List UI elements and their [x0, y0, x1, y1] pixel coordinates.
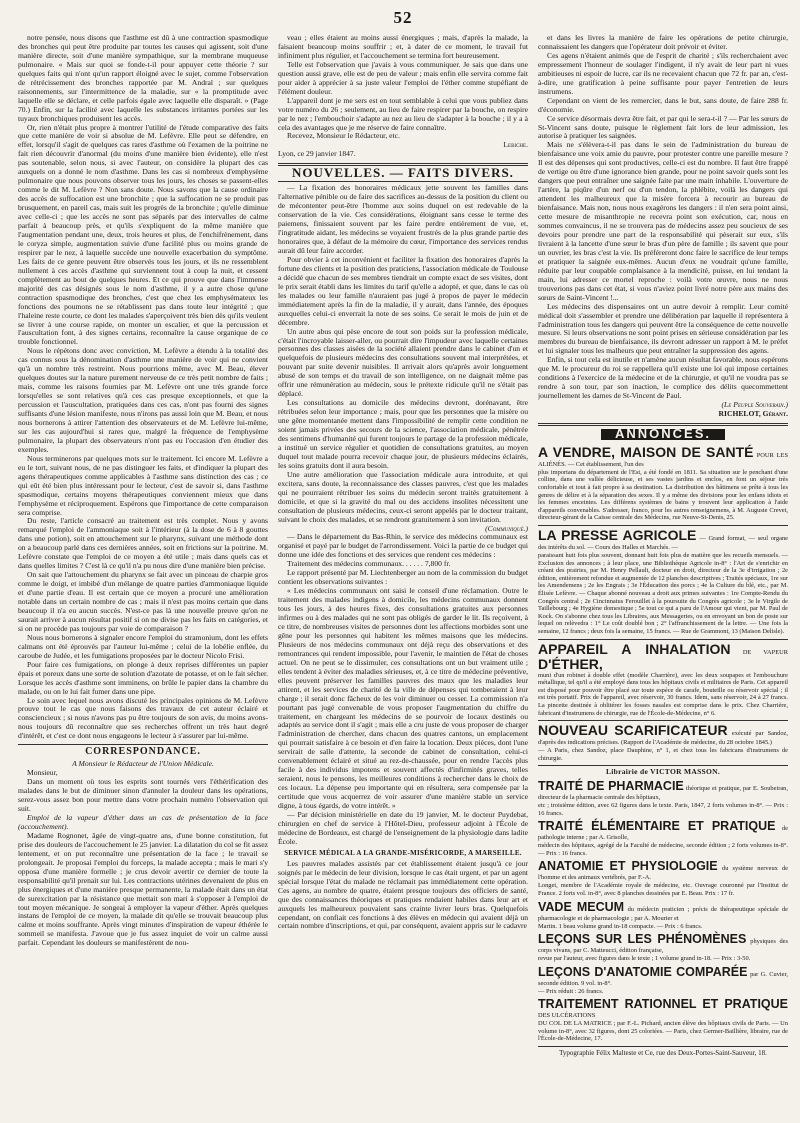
paragraph: Dans un moment où tous les esprits sont tournés vers l'éthérification des malades dans le but de diminuer sinon d'annuler la douleur dans les opérations, serez-vous assez bon pour mettre dans votre prochain numéro l'observation qui suit. [18, 777, 268, 814]
annonces-heading [538, 425, 788, 441]
ad-scarificateur [538, 723, 788, 762]
ad-subtitle: par G. Cuvier, seconde édition. 9 vol. in-8°. [538, 970, 788, 987]
paragraph: Les médecins des dispensaires ont un autre devoir à remplir. Leur comité médical doit s'assembler et prendre une délibération par laquelle il représentera à l'administration tous les dangers qui peuvent être la conséquence de cette nouvelle mesure. Si leurs observations ne sont point prises en sérieuse considération par les membres du bureau de bienfaisance, ils devront adresser un rapport à M. le préfet et lui signaler tous les malheurs que peut entraîner la suppression des agens. [538, 301, 788, 356]
ad-title: APPAREIL A INHALATION [538, 640, 731, 657]
paragraph: Le rapport présenté par M. Liechtenberger au nom de la commission du budget contient les observations suivantes : [278, 568, 528, 587]
ad-traite-elementaire [538, 819, 788, 857]
paragraph: Les pauvres malades assistés par cet établissement étaient jusqu'à ce jour soignés par le médecin de leur division, lorsque le cas était urgent, et par un agent spécial lorsque l'état du malade ne réclamait pas immédiatement cette opération. Ces agens, au nombre de quatre, étaient presque toujours des officiers de santé, que des connaissances théoriques et pratiques rendaient habiles dans leur art et auxquels les malheureux pouvaient sans crainte livrer leurs bras. Quelquefois cependant, on confiait ces fonctions à des élèves en médecin qui avaient déjà un certain nombre d'inscriptions, et qui, par conséquent, avaient appris sur le cadavre [278, 858, 528, 931]
paragraph: Du reste, l'article consacré au traitement est très complet. Nous y avons remarqué l'emploi de l'ammoniaque soit à l'intérieur (à la dose de 6 à 8 gouttes dans une potion), soit en attouchement sur le pharynx, suivant une méthode dont on a beaucoup parlé dans ces dernières années, soit en frictions sur la poitrine. M. Lefèvre constate que l'emploi de ce moyen a été utile ; mais dans quels cas et dans quelles limites ? C'est là ce qu'il n'a pu nous dire d'une manière bien précise. [18, 516, 268, 571]
ad-subtitle: de pathologie interne ; par A. Grisolle, [538, 825, 788, 842]
paragraph: « Les médecins communaux ont saisi le conseil d'une réclamation. Outre le traitement des malades indigens à domicile, les médecins communaux donnent tous les jours, à des heures fixes, des consultations gratuites aux personnes infirmes ou à des malades qui ne sont pas obligés de garder le lit. Ils reçoivent, à ce titre, de nombreuses visites de personnes dont les affections morbides sont une gêne pour les personnes qui habitent les mêmes maisons que les médecins. Plusieurs de nos médecins communaux ont déjà reçu des observations et des remontrances qui rendent impossible, pour l'avenir, le maintien de l'état de choses actuel. On ne peut se le dissimuler, ces consultations ont un but vraiment utile ; elles tendent à éviter des maladies sérieuses, et, à ce titre de médecine préventive, elles peuvent préserver les familles pauvres des maux que les maladies leur attirent, et les services de charité de la ville de dépenses qui tomberaient à leur charge ; il serait donc fâcheux de les voir diminuer ou cesser. La commission n'a pourtant pas jugé convenable de vous proposer l'augmentation du chiffre du traitement, en chargeant les médecins de se pourvoir de locaux destinés ou adaptés au service dont il s'agit ; mais elle a cru juste de vous proposer de charger l'administration de chercher, dans chacun des quatres cantons, un emplacement qui pourrait satisfaire à ce besoin et d'en faire la location. Deux pièces, dont l'une servirait de salle d'attente, la seconde de cabinet de consultation, celui-ci convenablement éclairé et situé au rez-de-chaussée, pour en rendre l'accès plus facile à des individus impotens et souvent affectés d'infirmités graves, telles seraient, nous le pensons, les meilleures conditions à rechercher dans le choix de ces locaux. La dépense peu importante qui en résultera, sera compensée par la certitude que vous acquerrez de voir assurer d'une manière stable un service digne, à tous égards, de votre intérêt. » [278, 586, 528, 811]
page-number: 52 [393, 8, 413, 27]
ad-subtitle: théorique et pratique, par E. Soubeiran, directeur de la pharmacie centrale des hôpitaux, [538, 785, 788, 802]
newspaper-page [18, 8, 788, 1116]
divider [538, 639, 788, 640]
column-2 [278, 34, 528, 1119]
letter-signature: Lebiche. [503, 140, 528, 150]
ad-traitement-rationnel [538, 997, 788, 1043]
ad-body: — A Paris, chez Sandoz, place Dauphine, n° 1, et chez tous les fabricans d'instrumens de chirurgie. [538, 747, 788, 762]
letter-salutation: Monsieur, [27, 768, 58, 778]
ad-appareil-inhalation [538, 642, 788, 718]
divider [538, 765, 788, 766]
paragraph: — Par décision ministérielle en date du 19 janvier, M. le docteur Puydebat, chirurgien en chef de service à l'Hôtel-Dieu, professeur adjoint à l'École de médecine de Bordeaux, est chargé de l'enseignement de la physiologie dans ladite École. [278, 810, 528, 846]
ad-traite-pharmacie [538, 779, 788, 817]
ad-body: DU COL DE LA MATRICE ; par F.-L. Pichard, ancien élève des hôpitaux civils de Paris. — Un volume in-8°, avec 32 figures, dont 25 coloriées. — Paris, chez Germer-Baillière, libraire, rue de l'École-de-Médecine, 17. [538, 1020, 788, 1043]
paragraph: Un autre abus qui pèse encore de tout son poids sur la profession médicale, c'était l'incroyable laisser-aller, ou pourrait dire l'impudeur avec laquelle certaines personnes des classes aisées de la société allaient prendre dans le cabinet d'un et quelquefois de plusieurs médecins des consultations souvent mal interprétées, et pouvant par suite devenir nuisibles. Il arrivait alors qu'après avoir longuement abusé de son temps et du travail de son intelligence, on ne daignait même pas offrir une rémunération au médecin, sous le prétexte ridicule qu'il ne s'était pas déplacé. [278, 326, 528, 399]
ad-body: Longet, membre de l'Académie royale de médecine, etc. Ouvrage couronné par l'Institut de France. 2 forts vol. in-8°, avec 8 planches dessinées par E. Beau. Prix : 17 fr. [538, 882, 788, 898]
ad-subtitle: physiques des corps vivans, par C. Matteucci, édition française, [538, 938, 788, 955]
correspondance-heading: CORRESPONDANCE. [85, 746, 201, 758]
paragraph: — Dans le département du Bas-Rhin, le service des médecins communaux est organisé et payé par le budget de l'arrondissement. Voici la partie de ce budget qui donne une idée des fonctions et des services que rendent ces médecins : [278, 532, 528, 560]
ad-maison-de-sante [538, 445, 788, 522]
ad-presse-agricole [538, 528, 788, 635]
paragraph: et dans les livres la manière de faire les opérations de petite chirurgie, connaissaient les dangers que l'opérateur doit prévoir et éviter. [538, 34, 788, 51]
budget-line: Traitement des médecins communaux. . . . . . 7,800 fr. [287, 559, 451, 569]
ad-body: Martin. 1 beau volume grand in-18 compacte. — Prix : 6 francs. [538, 922, 703, 930]
paragraph: Telle est l'observation que j'avais à vous communiquer. Je sais que dans une question aussi grave, elle est de peu de valeur ; mais enfin elle servira comme fait pour aider à apprécier à sa juste valeur l'emploi de l'éther comme stupéfiant de l'élément douleur. [278, 59, 528, 96]
paragraph: Une autre amélioration que l'association médicale aura introduite, et qui excitera, sans doute, la reconnaissance des classes pauvres, c'est que les malades qui ne pourraient rétribuer les soins du médecin seront traités gratuitement à domicile, et que si la gravité du mal ou des accidens insolites nécessitent une consultation de plusieurs médecins, ceux-ci seront appelés par le docteur traitant, suivant le choix des malades, et se rendront gratuitement à son invitation. [278, 469, 528, 524]
ad-body: paraissant huit fois plus souvent, donnant huit fois plus de matière que les recueils mensuels. — Exclusion des annonces ; à leur place, une Bibliothèque Agricole in-8° : l'Art de s'enrichir en créant des prairies, par M. Henry Pellault, docteur en droit, directeur de la 3e d'irrigation ; 2e édition, entièrement refondue et augmentée de 12 planches descriptives ; Traités spéciaux, 1re sur les Amendemens ; 2e les Engrais ; 3e l'Éducation des porcs ; 4e la Culture du blé, etc., par M. Élisée Lefèvre. — Chaque abonné nouveau a droit aux primes suivantes : 1re Compte-Rendu du Congrès central ; 2e Cincinnatus Ferouillet à la poursuite du Congrès agricole ; 3e le Virgile de Taillebourg ; 4e Hygiène domestique ; 5e tout ce qui a paru de l'Amour qui vient, par M. Paul de Kock. On s'abonne chez tous les Libraires, aux Messageries, ou en envoyant un bon de poste sur lequel on relèvedra : 1° Le coût doublé bon ; 2° l'affranchissement de la lettre. — Une fois la semaine, 12 francs ; deux fois la semaine, 15 francs. — Rue de Grammont, 13 (Maison Delisle). [538, 552, 788, 635]
ad-subtitle: exécuté par Sandoz, d'après des indications précises. (Rapport de l'Académie de médecine, du 28 octobre 1845.) [538, 730, 788, 747]
paragraph: Ces agens n'étaient animés que de l'esprit de charité ; s'ils recherchaient avec empressement l'honneur de soulager l'indigent, il n'y avait de leur part ni vues ambitieuses ni espoir de lucre, car ils ne recevaient chacun que 72 fr. par an, c'est-à-dire, une gratification à peine suffisante pour payer l'entretien de leurs instrumens. [538, 50, 788, 96]
paragraph: Enfin, si tout cela est inutile et n'amène aucun résultat favorable, nous espérons que M. le procureur du roi se rappellera qu'il existe une loi qui impose certaines conditions à l'exercice de la médecine et de la chirurgie, et qu'il ne voudra pas se rendre à son tour, par son inaction, le complice des délits quecommettent journellement les dames de St-Vincent de Paul. [538, 355, 788, 401]
paragraph: — La fixation des honoraires médicaux jette souvent les familles dans l'alternative pénible ou de faire des sacrifices au-dessus de la position du client ou de mécontenter peut-être l'homme aux soins duquel on est redevable de la conservation de la vie. Ces considérations, éloignant sans cesse le terme des paiemens, finissaient souvent par les faire perdre entièrement de vue, et, l'ingratitude aidant, les médecins se voyaient frustrés de la plus grande partie des honoraires que, à défaut de la mémoire du cœur, l'importance des services rendus aurait dû leur faire accorder. [278, 183, 528, 255]
ad-vade-mecum [538, 900, 788, 931]
ad-subtitle: POUR LES ALIÉNÉS. — Cet établissement, l'un des [538, 451, 788, 468]
paragraph: Mais ne s'élèvera-t-il pas dans le sein de l'administration du bureau de bienfaisance une voix amie du pauvre, pour protester contre une pareille mesure ? Il est des dépenses qui sont productives, celle-ci est du nombre. Il faut être frappé de vertige ou être d'une ignorance bien grande, pour ne point savoir quels sont les dangers que peut entraîner une saignée faite par une main inhabile. L'ouverture de l'artère, la piqûre d'un nerf ou d'un tendon, la phlébite, voilà les dangers qui attendent les malheureux que la misère forcera à recourir au bureau de bienfaisance. Mais non, nous nous exagérons les dangers : il n'en sera point ainsi, cette mesure de misanthropie ne recevra point son exécution, car, nous en sommes convaincus, il ne se trouvera pas de médecins assez peu soucieux de ses devoirs pour prendre une part de la responsabilité qui pèserait sur eux, s'ils livraient à la lancette d'une sœur le bras d'un père de famille ; ils savent que pour un ouvrier, les bras c'est la vie. Ils préféreront donc faire le sacrifice de leur temps et pratiquer la saignée eux-mêmes. Aucun d'eux ne voudrait qu'une famille, réduite par leur coupable complaisance à la mendicité, puisse, en lui tendant la main, lui adresser ce mortel reproche : voilà votre œuvre, nous ne nous trouverions pas dans cet état, si vous n'aviez point livré notre père aux mains des sœurs de Saint-Vincent !... [538, 140, 788, 302]
ad-title: LA PRESSE AGRICOLE [538, 527, 697, 544]
ad-body: plus importans du département de l'Est, a été fondé en 1811. Sa situation sur le penchant d'une colline, dans une vallée délicieuse, et ses vastes jardins et enclos, en font un séjour très confortable et tout à fait propre à sa destination. La distribution des bâtimens se prête à tous les genres de délire et à la séparation des sexes. Il y a même des divisions pour les enfans idiots et les femmes enceintes. Les différens systèmes de bains y trouvent leur application à l'aide d'appareils convenables. S'adresser, franco, pour les autres renseignemens, à M. Auguste Crevet, directeur-gérant de la Caisse centrale des Médecins, rue Neuve-St-Denis, 25. [538, 468, 788, 522]
paragraph: On sait que l'attouchement du pharynx se fait avec un pinceau de charpie gros comme le doigt, et imbibé d'un mélange de quatre parties d'ammoniaque liquide et d'une partie d'eau. Il est certain que ce moyen a procuré une amélioration notable dans un certain nombre de cas ; mais il n'est pas moins certain que dans beaucoup il n'a eu aucun succès. N'est-ce pas là une nouvelle preuve qu'on ne saurait arriver à aucun résultat positif si on ne divise pas les faits en catégories, et si on ne procède pas toujours par voie de comparaison ? [18, 570, 268, 633]
nouvelles-heading: NOUVELLES. — FAITS DIVERS. [292, 165, 514, 181]
ad-lecons-phenomenes [538, 932, 788, 963]
ad-title: TRAITÉ DE PHARMACIE [538, 779, 684, 794]
ad-subtitle: DES ULCÉRATIONS [538, 1012, 596, 1020]
divider [538, 525, 788, 526]
divider [18, 744, 268, 745]
letter-addressee: A Monsieur le Rédacteur de l'Union Médicale. [72, 759, 214, 769]
paragraph: Cependant on vient de les remercier, dans le but, sans doute, de faire 288 fr. d'économie. [538, 95, 788, 114]
column-3 [538, 34, 788, 1119]
paragraph: Nous terminerons par quelques mots sur le traitement. Ici encore M. Lefèvre a eu le tort, suivant nous, de ne pas distinguer les faits, et d'indiquer la plupart des agens thérapeutiques comme applicables à l'asthme sans distinction des cas ; ce qui eût été bien plus intéressant pour le lecteur, c'est de savoir si, dans l'asthme spasmodique, certains moyens thérapeutiques conviennent mieux que dans l'emphysème et réciproquement. Espérons que l'importance de cette comparaison sera comprise. [18, 453, 268, 517]
letter-date: Lyon, ce 29 janvier 1847. [278, 149, 356, 159]
paragraph: notre pensée, nous disons que l'asthme est dû à une contraction spasmodique des bronches qui peut être produite par toutes les causes qui agissent, soit d'une manière directe, soit d'une manière sympathique, sur la membrane muqueuse pulmonaire. « Mais sur quoi se fonde-t-il pour appuyer cette théorie ? sur quelques faits qui n'ont qu'un rapport éloigné avec le sujet, comme l'observation de rétrécissement des bronches rapportée par M. Andral ; sur quelques raisonnements, sur l'intermittence de la maladie, sur « la promptitude avec laquelle elle se déclare, et celle parfois égale avec laquelle elle disparaît. » (Page 70.) Enfin, sur la facilité avec laquelle les substances irritantes portées sur les tuyaux bronchiques produisent les accès. [18, 34, 268, 123]
ad-subtitle: du médecin praticien ; précis de thérapeutique spéciale de pharmacologie et de pharmacologie ; par A. Mourier et [538, 905, 788, 922]
ad-body: médecin des hôpitaux, agrégé de la Faculté de médecine, seconde édition ; 2 forts volumes in-8°. — Prix : 16 francs. [538, 842, 788, 857]
ad-title: TRAITÉ ÉLÉMENTAIRE ET PRATIQUE [538, 819, 776, 834]
ad-title: TRAITEMENT RATIONNEL ET PRATIQUE [538, 997, 788, 1012]
communique-note: (Communiqué.) [485, 523, 528, 533]
ad-subtitle: — Grand format, — seul organe des intérêts du sol. — Cours des Halles et Marchés. — [538, 535, 788, 552]
paragraph: Pour obvier à cet inconvénient et faciliter la fixation des honoraires d'après la fortune des clients et la position des praticiens, l'association médicale de Toulouse a décidé que chacun de ses membres tiendrait un compte exact de ses visites, dont le prix serait établi dans les limites du tarif qu'elle a adopté, et que, dans le cas où les malades ou leur famille n'auraient pas jugé à propos de payer le médecin immédiatement après la fin de la maladie, il y aurait, dans l'année, des époques auxquelles celui-ci enverrait la note de ses soins. Ce serait le mois de juin et de décembre. [278, 254, 528, 327]
ad-title: LEÇONS SUR LES PHÉNOMÈNES [538, 932, 747, 947]
observation-title: Emploi de la vapeur d'éther dans un cas de présentation de la face (accouchement). [18, 812, 268, 831]
ad-title: A VENDRE, MAISON DE SANTÉ [538, 443, 754, 460]
source-note: (Le Peuple Souverain.) [721, 400, 788, 410]
paragraph: Madame Rognonet, âgée de vingt-quatre ans, d'une bonne constitution, fut prise des douleurs de l'accouchement le 25 janvier. La dilatation du col se fit assez lentement, et on put reconnaître une présentation de la face ; le travail se prolongeait. Je proposai l'emploi du forceps, la malade accepta ; mais le mari s'y opposa d'une manière formelle ; je crus devoir avertir ce dernier de toute la responsabilité qu'il prenait sur lui. Les contractions utérines devenaient de plus en plus énergiques et d'une manière presque permanente, la malade était dans un état de surexcitation par la résistance que mettait son mari à s'opposer à l'emploi de tout moyen mécanique. Je songeai à employer la vapeur d'éther. Après quelques instans de l'emploi de ce moyen, la malade dit qu'elle se trouvait beaucoup plus calme et moins souffrante. Après vingt minutes d'inspiration de vapeur éthérée le sommeil se manifesta. J'avoue que je fus assez inquiet de voir un calme aussi parfait. Cependant les douleurs se manifestèrent de nou- [18, 830, 268, 948]
paragraph: Or, rien n'était plus propre à montrer l'utilité de l'étude comparative des faits que cette manière de voir si absolue de M. Lefèvre. Elle peut se défendre, en effet, lorsqu'il s'agit de quelques cas rares d'asthme où l'examen de la poitrine ne fait rien découvrir d'anormal (du moins d'une manière bien évidente), elle n'est pas soutenable, selon nous, si avec l'auteur, on considère la plupart des cas auxquels on a donné le nom d'asthme. Dans les cas si nombreux d'emphysème pulmonaire que nous pouvons observer tous les jours, les choses se passent-elles comme le dit M. Lefèvre ? Non sans doute. Nous savons que la cause ordinaire des accès de suffocation est une bronchite ; que la suffocation ne se produit pas brusquement, en pareil cas, mais suit les progrès de la bronchite ; qu'elle diminue avec celle-ci ; que les accès ne sont pas séparés par des intervalles de calme parfait à beaucoup près, et qu'ils s'expliquent de la même manière que l'augmentation pendant une, deux, trois heures et plus, de l'enchifrènement, dans le coryza simple, augmentation suivie d'une facilité plus ou moins grande de respirer par le nez, à laquelle succède une nouvelle exacerbation du symptôme. Les faits de ce genre peuvent être observés tous les jours, et ils ne ressemblent nullement à ces accès d'asthme qui surviennent tout à coup la nuit, et cessent complètement au bout de quelques heures. Et ce qui prouve que dans l'immense majorité des cas désignés sous le nom d'asthme, il y a autre chose qu'une contraction spasmodique des bronches, c'est que chez les emphysémateux les fonctions des poumons ne se rétablissent pas dans toute leur intégrité ; que l'haleine reste courte, ce dont les malades s'aperçoivent très bien dès qu'ils veulent se livrer à une course rapide, on monter un escalier, et que la percussion et l'auscultation font, à des signes certains, reconnaître la cause organique de ce trouble fonctionnel. [18, 122, 268, 347]
annonces-title: ANNONCES. [601, 429, 725, 440]
columns [18, 34, 788, 1119]
divider [538, 1046, 788, 1047]
gerant-signature: RICHELOT, Gérant. [718, 409, 788, 419]
ad-title-end: D'ÉTHER, [538, 655, 603, 672]
ad-body: muni d'un robinet à double effet (modèle Charrière), avec les deux soupapes et l'embouchure métallique, tel qu'il a été employé dans tous les hôpitaux civils et militaires de Paris. Cet appareil est disposé pour pouvoir être placé sur toute espèce de carafe, bouteille ou réservoir spécial ; il est très portatif. Prix de l'appareil, avec réservoir, 30 francs. Idem, sans réservoir, 24 à 27 francs. La pincette destinée à oblitérer les fosses nasales est comprise dans le prix. Chez Charrière, fabricant d'instrumens de chirurgie, rue de l'École-de-Médecine, n° 6. [538, 671, 788, 717]
column-1 [18, 34, 268, 1119]
ad-title: VADE MECUM [538, 899, 625, 914]
ad-title: NOUVEAU SCARIFICATEUR [538, 722, 728, 739]
paragraph: Les consultations au domicile des médecins devront, dorénavant, être rétribuées selon leur importance ; mais, pour que les personnes que la misère ou une gêne momentanée mettent dans l'impossibilité de remplir cette condition ne soient jamais privées des secours de la science, l'association médicale, pénétrée des sentimens d'humanité qui furent toujours le partage de la profession médicale, a institué un service régulier et quotidien de consultations gratuites, au moyen duquel tout malade pourra recevoir chaque jour, de plusieurs médecins éclairés, les soins gratuits dont il aura besoin. [278, 398, 528, 470]
paragraph: Le soin avec lequel nous avons discuté les principales opinions de M. Lefèvre prouve tout le cas que nous faisons des travaux de cet auteur éclairé et consciencieux ; si nous n'avons pas pu être toujours de son avis, du moins avons-nous toujours dû reconnaître que ses recherches offrent un très haut degré d'intérêt, et c'est ce dont nous engageons le lecteur à s'assurer par lui-même. [18, 695, 268, 741]
ad-body: revue par l'auteur, avec figures dans le texte ; 1 volume grand in-18. — Prix : 3-50. [538, 955, 751, 963]
paragraph: Pour faire ces fumigations, on plonge à deux reprises différentes un papier épais et poreux dans une sorte de solution d'azotate de potasse, et on le fait sécher. Lorsque les accès d'asthme sont imminens, on brûle le papier dans la chambre du malade, ou on le lui fait fumer dans une pipe. [18, 659, 268, 696]
librairie-heading: Librairie de VICTOR MASSON. [605, 767, 721, 777]
ad-title: ANATOMIE ET PHYSIOLOGIE [538, 859, 718, 874]
paragraph: Recevez, Monsieur le Rédacteur, etc. [287, 131, 400, 141]
paragraph: L'appareil dont je me sers est en tout semblable à celui que vous publiez dans votre numéro du 26 ; seulement, au lieu de faire respirer par la bouche, on respire par le nez ; l'embouchoir s'adapte au nez au lieu de s'adapter à la bouche ; il y a à cela des avantages que je me réserve de faire connaître. [278, 95, 528, 132]
paragraph: Ce service désormais devra être fait, et par qui le sera-t-il ? — Par les sœurs de St-Vincent sans doute, puisque le règlement fait lors de leur admission, les autorise à pratiquer les saignées. [538, 113, 788, 141]
ad-title: LEÇONS D'ANATOMIE COMPARÉE [538, 964, 748, 979]
divider [538, 720, 788, 721]
ad-anatomie-physiologie [538, 859, 788, 897]
paragraph: Nous le répétons donc avec conviction, M. Lefèvre a étendu à la totalité des cas connus sous la dénomination d'asthme une manière de voir qui ne convient qu'à un nombre très restreint. Nous pourrions même, avec M. Beau, élever quelques doutes sur la nature purement nerveuse de ce très petit nombre de faits ; mais, comme les raisons fournies par M. Lefèvre ont une très grande force lorsqu'elles se sont relatives qu'à ces cas presque exceptionnels, et que la percussion et l'auscultation, pratiquées dans ces cas, n'ont pas fourni des signes suffisants d'une lésion manifeste, nous n'irons pas aussi loin que M. Beau, et nous nous bornerons à attirer l'attention des observateurs et de M. Lefèvre lui-même, sur les cas aujourd'hui si rares que, malgré la fréquence de l'emphysème pulmonaire, la plupart des observateurs n'ont pas eu l'occasion d'en étudier des exemples. [18, 346, 268, 454]
ad-lecons-anatomie [538, 965, 788, 996]
printer-line: Typographie Félix Malteste et Ce, rue des Deux-Portes-Saint-Sauveur, 18. [559, 1048, 767, 1057]
divider [278, 181, 528, 182]
ad-body: — Prix réduit : 26 francs. [538, 987, 604, 995]
service-heading: SERVICE MÉDICAL A LA GRANDE-MISÉRICORDE, A MARSEILLE. [284, 848, 522, 857]
paragraph: Nous nous bornerons à signaler encore l'emploi du stramonium, dont les effets calmans ont été éprouvés par l'auteur lui-même ; celui de la lobélie enflée, du caroube de Judée, et les fumigations proposées par le docteur Nicolo Frisi. [18, 632, 268, 660]
ad-subtitle: DE VAPEUR [742, 648, 788, 656]
paragraph: veau ; elles étaient au moins aussi énergiques ; mais, d'après la malade, la faisaient beaucoup moins souffrir ; et, à dater de ce moment, le travail fut infiniment plus régulier, et l'accouchement se termina fort heureusement. [278, 34, 528, 60]
ad-subtitle: du système nerveux de l'homme et des animaux vertébrés, par F.-A. [538, 865, 788, 882]
ad-body: etc ; troisième édition, avec 62 figures dans le texte. Paris, 1847, 2 forts volumes in-8°. — Prix : 16 francs. [538, 802, 788, 817]
